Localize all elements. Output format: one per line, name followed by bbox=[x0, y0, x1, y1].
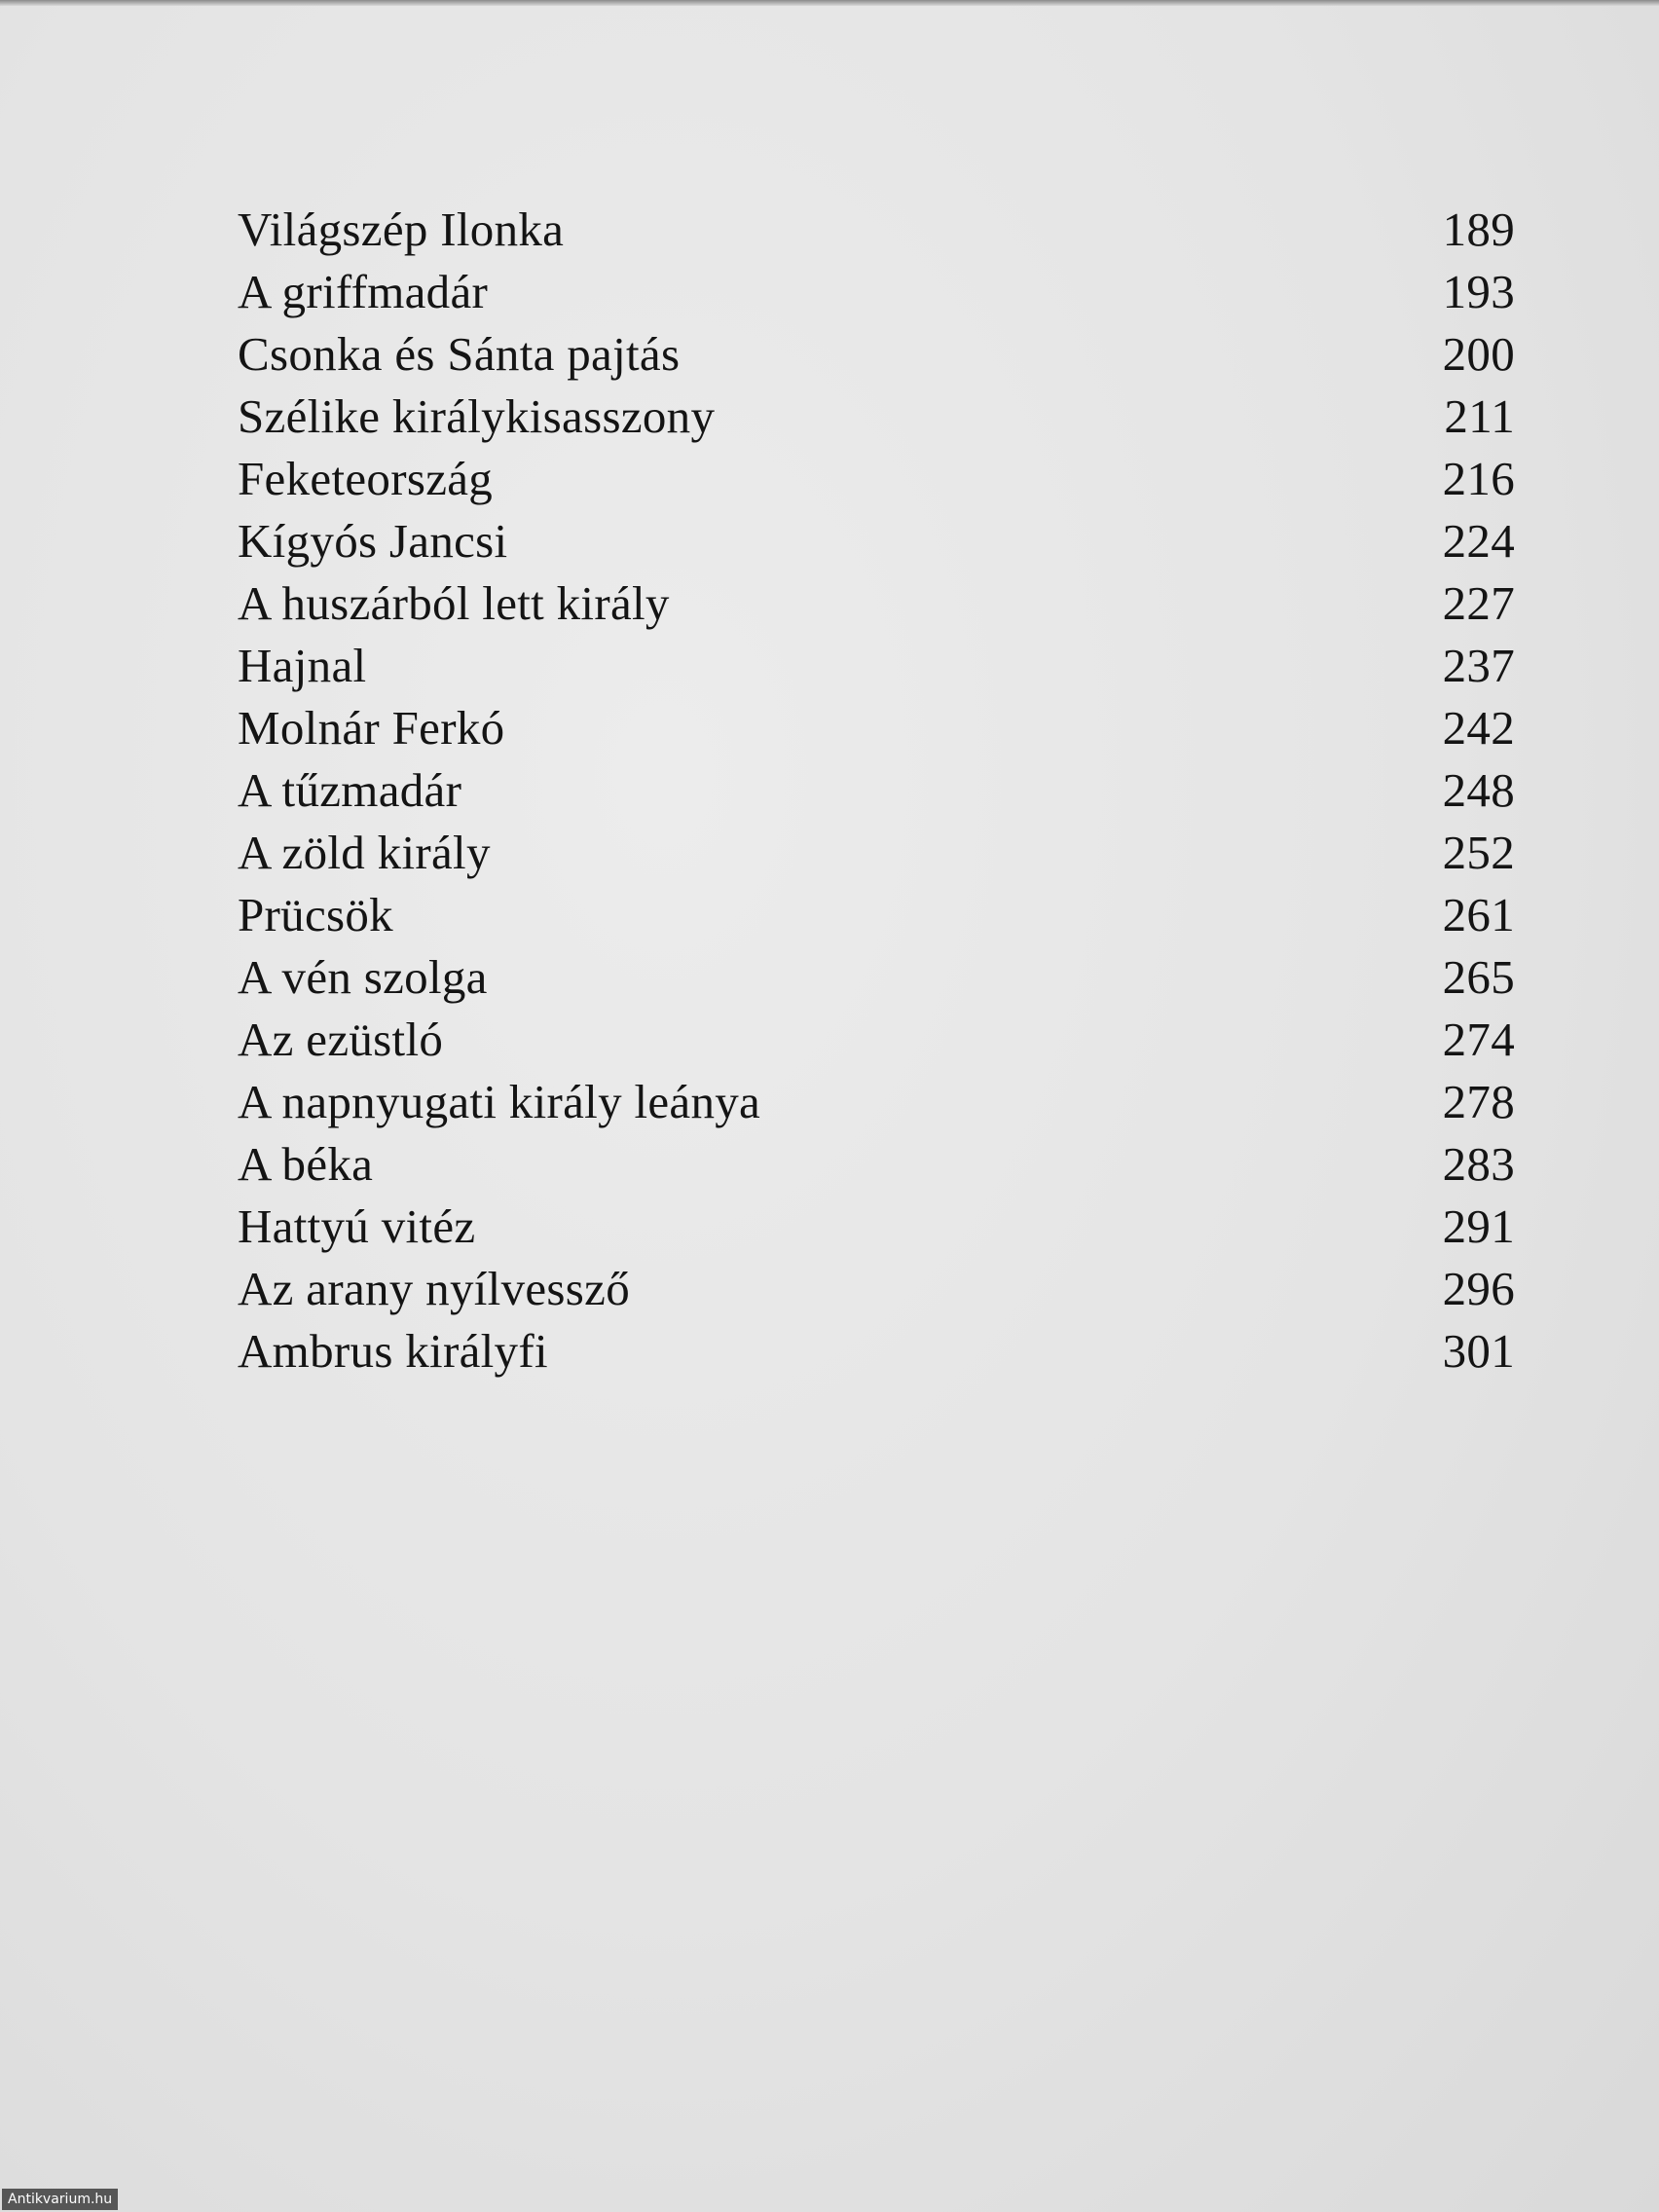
toc-entry-title: A béka bbox=[238, 1137, 374, 1191]
watermark-label: Antikvarium.hu bbox=[2, 2189, 118, 2210]
toc-entry-title: Molnár Ferkó bbox=[238, 701, 505, 755]
toc-entry bbox=[238, 261, 1515, 323]
toc-entry-title: Kígyós Jancsi bbox=[238, 514, 508, 568]
toc-entry-page: 283 bbox=[1442, 1137, 1515, 1191]
toc-entry-title: A zöld király bbox=[238, 826, 491, 879]
toc-entry-page: 274 bbox=[1442, 1013, 1515, 1066]
toc-entry-title: A huszárból lett király bbox=[238, 576, 670, 630]
toc-entry bbox=[238, 946, 1515, 1009]
toc-entry-page: 278 bbox=[1442, 1075, 1515, 1128]
toc-entry-title: Az ezüstló bbox=[238, 1013, 444, 1066]
toc-entry bbox=[238, 448, 1515, 510]
toc-entry-page: 200 bbox=[1442, 327, 1515, 381]
toc-entry-page: 261 bbox=[1442, 888, 1515, 941]
toc-entry bbox=[238, 1133, 1515, 1196]
toc-entry bbox=[238, 822, 1515, 884]
toc-entry-page: 291 bbox=[1442, 1199, 1515, 1253]
toc-entry-page: 237 bbox=[1442, 639, 1515, 692]
toc-entry-title: Csonka és Sánta pajtás bbox=[238, 327, 681, 381]
page-top-edge bbox=[0, 0, 1659, 6]
toc-entry bbox=[238, 510, 1515, 572]
toc-entry bbox=[238, 1071, 1515, 1133]
toc-entry-page: 193 bbox=[1442, 265, 1515, 318]
toc-entry-page: 224 bbox=[1442, 514, 1515, 568]
toc-entry-page: 265 bbox=[1442, 950, 1515, 1004]
toc-entry-title: A griffmadár bbox=[238, 265, 489, 318]
toc-entry-title: A napnyugati király leánya bbox=[238, 1075, 761, 1128]
toc-entry-title: Szélike királykisasszony bbox=[238, 389, 716, 443]
toc-entry bbox=[238, 1320, 1515, 1382]
toc-entry bbox=[238, 323, 1515, 386]
toc-entry bbox=[238, 199, 1515, 261]
toc-entry bbox=[238, 884, 1515, 946]
toc-entry-page: 216 bbox=[1442, 452, 1515, 505]
toc-entry bbox=[238, 1258, 1515, 1320]
toc-entry-page: 301 bbox=[1442, 1324, 1515, 1378]
toc-entry-title: Világszép Ilonka bbox=[238, 203, 565, 256]
toc-entry-title: Ambrus királyfi bbox=[238, 1324, 548, 1378]
toc-entry-title: A vén szolga bbox=[238, 950, 488, 1004]
toc-entry-page: 211 bbox=[1444, 389, 1515, 443]
toc-entry-title: A tűzmadár bbox=[238, 763, 462, 817]
toc-entry-page: 242 bbox=[1442, 701, 1515, 755]
toc-entry bbox=[238, 386, 1515, 448]
toc-entry-page: 189 bbox=[1442, 203, 1515, 256]
table-of-contents bbox=[238, 199, 1515, 1382]
toc-entry-title: Hajnal bbox=[238, 639, 367, 692]
toc-entry-title: Az arany nyílvessző bbox=[238, 1262, 631, 1315]
toc-entry-page: 248 bbox=[1442, 763, 1515, 817]
toc-entry bbox=[238, 1196, 1515, 1258]
toc-entry bbox=[238, 697, 1515, 759]
toc-entry bbox=[238, 1009, 1515, 1071]
toc-entry-title: Hattyú vitéz bbox=[238, 1199, 476, 1253]
toc-entry-page: 296 bbox=[1442, 1262, 1515, 1315]
toc-entry bbox=[238, 635, 1515, 697]
toc-entry bbox=[238, 759, 1515, 822]
toc-entry-title: Feketeország bbox=[238, 452, 494, 505]
toc-entry-page: 227 bbox=[1442, 576, 1515, 630]
toc-entry-page: 252 bbox=[1442, 826, 1515, 879]
toc-entry bbox=[238, 572, 1515, 635]
toc-entry-title: Prücsök bbox=[238, 888, 393, 941]
